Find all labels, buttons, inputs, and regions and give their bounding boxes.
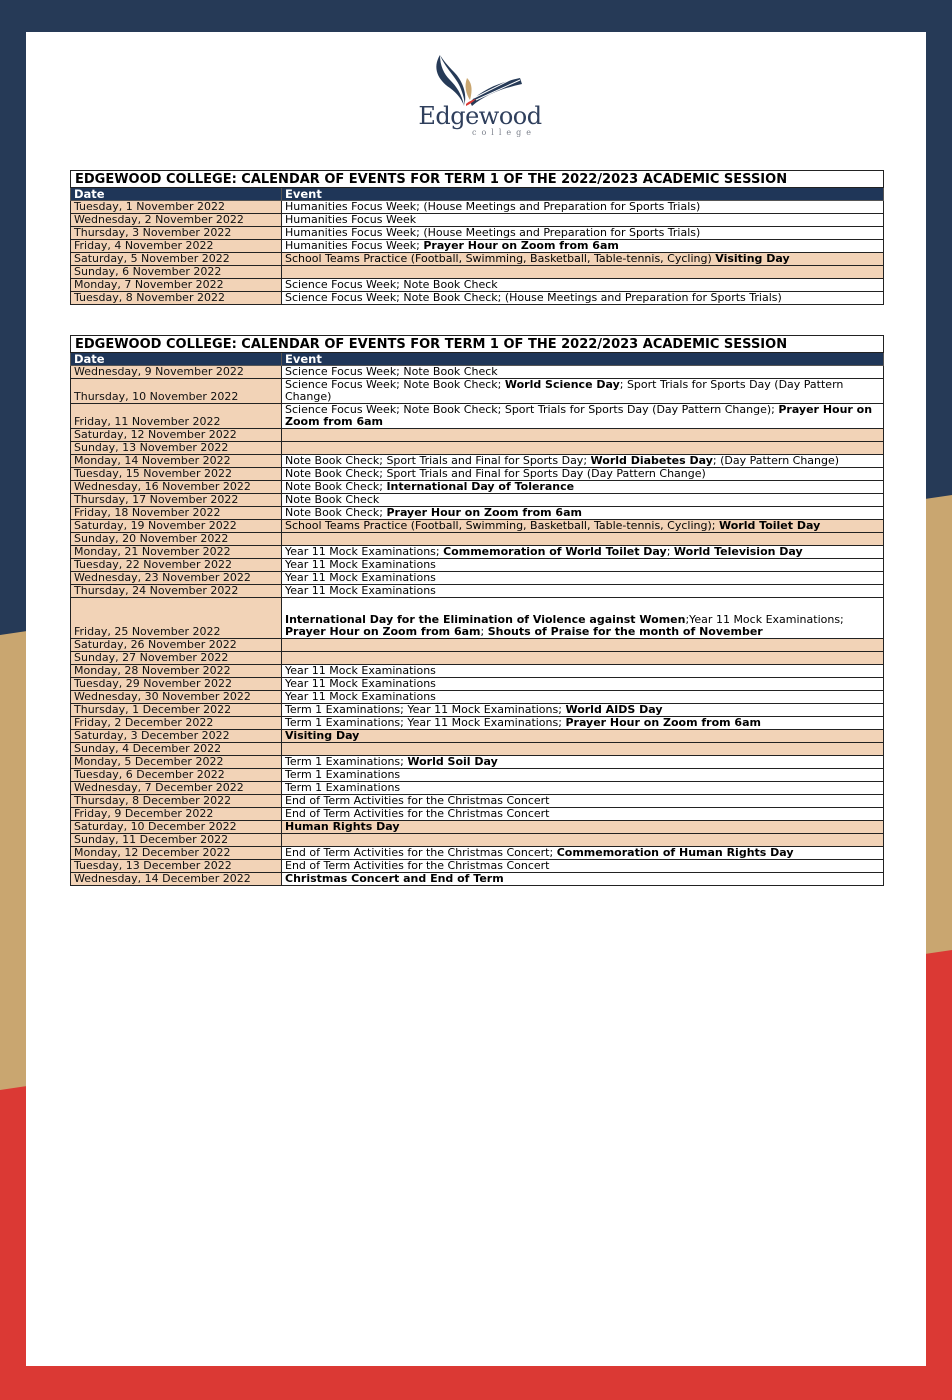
- table-row: [71, 253, 884, 266]
- event-text: Year 11 Mock Examinations;: [285, 545, 444, 558]
- event-cell: [282, 292, 884, 305]
- event-text: ;: [666, 545, 674, 558]
- table-row: [71, 404, 884, 429]
- event-cell: [282, 756, 884, 769]
- event-text: Note Book Check; Sport Trials and Final for Sports Day;: [285, 454, 591, 467]
- table-row: [71, 468, 884, 481]
- date-cell: Friday, 11 November 2022: [71, 404, 282, 429]
- date-cell: Thursday, 17 November 2022: [71, 494, 282, 507]
- event-text: End of Term Activities for the Christmas Concert: [285, 859, 550, 872]
- table-row: [71, 847, 884, 860]
- event-text: Note Book Check;: [285, 480, 387, 493]
- event-cell: [282, 404, 884, 429]
- date-cell: Sunday, 11 December 2022: [71, 834, 282, 847]
- date-cell: Sunday, 13 November 2022: [71, 442, 282, 455]
- table-row: [71, 379, 884, 404]
- event-text: ;: [480, 625, 488, 638]
- date-cell: Tuesday, 8 November 2022: [71, 292, 282, 305]
- event-text: Humanities Focus Week: [285, 213, 417, 226]
- date-cell: Wednesday, 16 November 2022: [71, 481, 282, 494]
- table-row: [71, 808, 884, 821]
- event-cell: [282, 481, 884, 494]
- date-cell: Sunday, 6 November 2022: [71, 266, 282, 279]
- table-row: [71, 769, 884, 782]
- event-text: Note Book Check;: [285, 506, 387, 519]
- date-cell: Wednesday, 9 November 2022: [71, 366, 282, 379]
- column-header-event: Event: [282, 188, 884, 201]
- table-row: [71, 834, 884, 847]
- event-cell: [282, 240, 884, 253]
- event-text: End of Term Activities for the Christmas Concert;: [285, 846, 557, 859]
- table-row: [71, 756, 884, 769]
- event-highlight: World Diabetes Day: [590, 454, 713, 467]
- event-highlight: Human Rights Day: [285, 820, 400, 833]
- event-cell: [282, 860, 884, 873]
- event-text: Term 1 Examinations;: [285, 755, 408, 768]
- table-row: [71, 782, 884, 795]
- event-cell: [282, 279, 884, 292]
- event-highlight: Visiting Day: [715, 252, 790, 265]
- event-text: Year 11 Mock Examinations: [285, 690, 436, 703]
- event-text: Year 11 Mock Examinations: [285, 664, 436, 677]
- event-text: Humanities Focus Week; (House Meetings and Preparation for Sports Trials): [285, 226, 701, 239]
- date-cell: Monday, 12 December 2022: [71, 847, 282, 860]
- event-text: Term 1 Examinations; Year 11 Mock Examinations;: [285, 703, 566, 716]
- event-text: Humanities Focus Week;: [285, 239, 424, 252]
- event-highlight: World Television Day: [673, 545, 803, 558]
- table-row: [71, 442, 884, 455]
- event-highlight: Prayer Hour on Zoom from 6am: [285, 625, 481, 638]
- edgewood-college-logo: [410, 50, 550, 140]
- date-cell: Thursday, 8 December 2022: [71, 795, 282, 808]
- event-cell: [282, 795, 884, 808]
- date-cell: Wednesday, 30 November 2022: [71, 691, 282, 704]
- event-cell: [282, 717, 884, 730]
- date-cell: Friday, 2 December 2022: [71, 717, 282, 730]
- event-highlight: World Soil Day: [407, 755, 498, 768]
- event-cell: [282, 585, 884, 598]
- table-row: [71, 546, 884, 559]
- event-text: End of Term Activities for the Christmas Concert: [285, 807, 550, 820]
- table-row: [71, 795, 884, 808]
- event-text: Science Focus Week; Note Book Check: [285, 365, 498, 378]
- date-cell: Sunday, 4 December 2022: [71, 743, 282, 756]
- event-text: Term 1 Examinations: [285, 768, 401, 781]
- date-cell: Tuesday, 1 November 2022: [71, 201, 282, 214]
- date-cell: Tuesday, 6 December 2022: [71, 769, 282, 782]
- date-cell: Tuesday, 13 December 2022: [71, 860, 282, 873]
- event-cell: [282, 366, 884, 379]
- table-row: [71, 240, 884, 253]
- table-row: [71, 494, 884, 507]
- event-highlight: Prayer Hour on Zoom from 6am: [565, 716, 761, 729]
- date-cell: Monday, 28 November 2022: [71, 665, 282, 678]
- logo-subtitle: college: [471, 128, 536, 137]
- event-highlight: Shouts of Praise for the month of November: [487, 625, 763, 638]
- date-cell: Thursday, 10 November 2022: [71, 379, 282, 404]
- event-text: Term 1 Examinations; Year 11 Mock Examinations;: [285, 716, 566, 729]
- table-row: [71, 678, 884, 691]
- event-text: Year 11 Mock Examinations: [285, 571, 436, 584]
- date-cell: Sunday, 27 November 2022: [71, 652, 282, 665]
- table-row: [71, 520, 884, 533]
- date-cell: Saturday, 12 November 2022: [71, 429, 282, 442]
- event-cell: [282, 379, 884, 404]
- event-text: Science Focus Week; Note Book Check;: [285, 378, 505, 391]
- table-row: [71, 691, 884, 704]
- event-text: ;Year 11 Mock Examinations;: [685, 613, 844, 626]
- event-highlight: World Science Day: [504, 378, 620, 391]
- date-cell: Wednesday, 7 December 2022: [71, 782, 282, 795]
- event-cell: [282, 678, 884, 691]
- calendar-table-1: [70, 170, 884, 305]
- event-cell: [282, 691, 884, 704]
- table-row: [71, 292, 884, 305]
- event-cell: [282, 834, 884, 847]
- date-cell: Saturday, 5 November 2022: [71, 253, 282, 266]
- date-cell: Wednesday, 2 November 2022: [71, 214, 282, 227]
- event-cell: [282, 533, 884, 546]
- event-text: End of Term Activities for the Christmas Concert: [285, 794, 550, 807]
- date-cell: Friday, 18 November 2022: [71, 507, 282, 520]
- event-cell: [282, 730, 884, 743]
- table-row: [71, 559, 884, 572]
- date-cell: Friday, 9 December 2022: [71, 808, 282, 821]
- date-cell: Friday, 25 November 2022: [71, 598, 282, 639]
- event-cell: [282, 873, 884, 886]
- event-highlight: Christmas Concert and End of Term: [285, 872, 504, 885]
- table-row: [71, 227, 884, 240]
- table-title: EDGEWOOD COLLEGE: CALENDAR OF EVENTS FOR TERM 1 OF THE 2022/2023 ACADEMIC SESSION: [71, 171, 884, 188]
- table-row: [71, 279, 884, 292]
- table-row: [71, 717, 884, 730]
- event-cell: [282, 652, 884, 665]
- event-cell: [282, 639, 884, 652]
- table-row: [71, 507, 884, 520]
- event-text: School Teams Practice (Football, Swimming, Basketball, Table-tennis, Cycling): [285, 252, 716, 265]
- event-text: Year 11 Mock Examinations: [285, 584, 436, 597]
- event-highlight: International Day for the Elimination of Violence against Women: [285, 613, 686, 626]
- date-cell: Saturday, 26 November 2022: [71, 639, 282, 652]
- table-row: [71, 455, 884, 468]
- event-cell: [282, 743, 884, 756]
- event-cell: [282, 455, 884, 468]
- event-text: Year 11 Mock Examinations: [285, 558, 436, 571]
- event-highlight: Commemoration of World Toilet Day: [443, 545, 667, 558]
- table-row: [71, 730, 884, 743]
- table-row: [71, 639, 884, 652]
- date-cell: Tuesday, 15 November 2022: [71, 468, 282, 481]
- event-cell: [282, 598, 884, 639]
- event-highlight: Visiting Day: [285, 729, 360, 742]
- event-cell: [282, 468, 884, 481]
- event-text: Note Book Check; Sport Trials and Final for Sports Day (Day Pattern Change): [285, 467, 706, 480]
- table-row: [71, 201, 884, 214]
- event-cell: [282, 520, 884, 533]
- event-text: Year 11 Mock Examinations: [285, 677, 436, 690]
- event-text: Science Focus Week; Note Book Check; (House Meetings and Preparation for Sports Trials): [285, 291, 782, 304]
- date-cell: Thursday, 3 November 2022: [71, 227, 282, 240]
- date-cell: Monday, 5 December 2022: [71, 756, 282, 769]
- table-row: [71, 598, 884, 639]
- event-text: Term 1 Examinations: [285, 781, 401, 794]
- event-cell: [282, 214, 884, 227]
- event-cell: [282, 808, 884, 821]
- event-highlight: International Day of Tolerance: [386, 480, 575, 493]
- table-row: [71, 821, 884, 834]
- event-highlight: Prayer Hour on Zoom from 6am: [423, 239, 619, 252]
- date-cell: Saturday, 19 November 2022: [71, 520, 282, 533]
- event-text: ; Sport Trials for Sports Day (Day Pattern Change): [285, 378, 844, 403]
- event-text: Note Book Check: [285, 493, 380, 506]
- event-cell: [282, 429, 884, 442]
- event-cell: [282, 572, 884, 585]
- table-row: [71, 665, 884, 678]
- event-cell: [282, 559, 884, 572]
- event-cell: [282, 442, 884, 455]
- date-cell: Tuesday, 22 November 2022: [71, 559, 282, 572]
- open-book-wing-icon: [410, 50, 550, 108]
- date-cell: Saturday, 3 December 2022: [71, 730, 282, 743]
- table-row: [71, 743, 884, 756]
- table-row: [71, 266, 884, 279]
- date-cell: Monday, 7 November 2022: [71, 279, 282, 292]
- event-cell: [282, 704, 884, 717]
- event-cell: [282, 782, 884, 795]
- table-row: [71, 481, 884, 494]
- date-cell: Saturday, 10 December 2022: [71, 821, 282, 834]
- event-cell: [282, 253, 884, 266]
- event-text: Humanities Focus Week; (House Meetings and Preparation for Sports Trials): [285, 200, 701, 213]
- date-cell: Tuesday, 29 November 2022: [71, 678, 282, 691]
- date-cell: Thursday, 1 December 2022: [71, 704, 282, 717]
- event-cell: [282, 507, 884, 520]
- event-cell: [282, 227, 884, 240]
- table-row: [71, 860, 884, 873]
- column-header-date: Date: [71, 188, 282, 201]
- event-text: Science Focus Week; Note Book Check; Sport Trials for Sports Day (Day Pattern Change);: [285, 403, 779, 416]
- date-cell: Wednesday, 14 December 2022: [71, 873, 282, 886]
- event-cell: [282, 769, 884, 782]
- date-cell: Thursday, 24 November 2022: [71, 585, 282, 598]
- table-title: EDGEWOOD COLLEGE: CALENDAR OF EVENTS FOR TERM 1 OF THE 2022/2023 ACADEMIC SESSION: [71, 336, 884, 353]
- event-highlight: Prayer Hour on Zoom from 6am: [285, 403, 873, 428]
- calendar-table-2: [70, 335, 884, 886]
- event-cell: [282, 546, 884, 559]
- event-cell: [282, 201, 884, 214]
- table-row: [71, 873, 884, 886]
- event-text: School Teams Practice (Football, Swimming, Basketball, Table-tennis, Cycling);: [285, 519, 719, 532]
- event-text: ; (Day Pattern Change): [712, 454, 840, 467]
- date-cell: Sunday, 20 November 2022: [71, 533, 282, 546]
- column-header-date: Date: [71, 353, 282, 366]
- column-header-event: Event: [282, 353, 884, 366]
- event-cell: [282, 494, 884, 507]
- table-row: [71, 366, 884, 379]
- table-row: [71, 572, 884, 585]
- event-highlight: Commemoration of Human Rights Day: [556, 846, 794, 859]
- event-highlight: Prayer Hour on Zoom from 6am: [386, 506, 582, 519]
- table-row: [71, 704, 884, 717]
- event-text: Science Focus Week; Note Book Check: [285, 278, 498, 291]
- event-cell: [282, 665, 884, 678]
- event-cell: [282, 847, 884, 860]
- event-highlight: World Toilet Day: [718, 519, 821, 532]
- table-row: [71, 429, 884, 442]
- table-row: [71, 652, 884, 665]
- logo-wordmark: Edgewood: [418, 102, 542, 130]
- table-row: [71, 585, 884, 598]
- table-row: [71, 533, 884, 546]
- event-cell: [282, 821, 884, 834]
- event-highlight: World AIDS Day: [565, 703, 663, 716]
- event-cell: [282, 266, 884, 279]
- date-cell: Friday, 4 November 2022: [71, 240, 282, 253]
- date-cell: Monday, 14 November 2022: [71, 455, 282, 468]
- date-cell: Monday, 21 November 2022: [71, 546, 282, 559]
- date-cell: Wednesday, 23 November 2022: [71, 572, 282, 585]
- table-row: [71, 214, 884, 227]
